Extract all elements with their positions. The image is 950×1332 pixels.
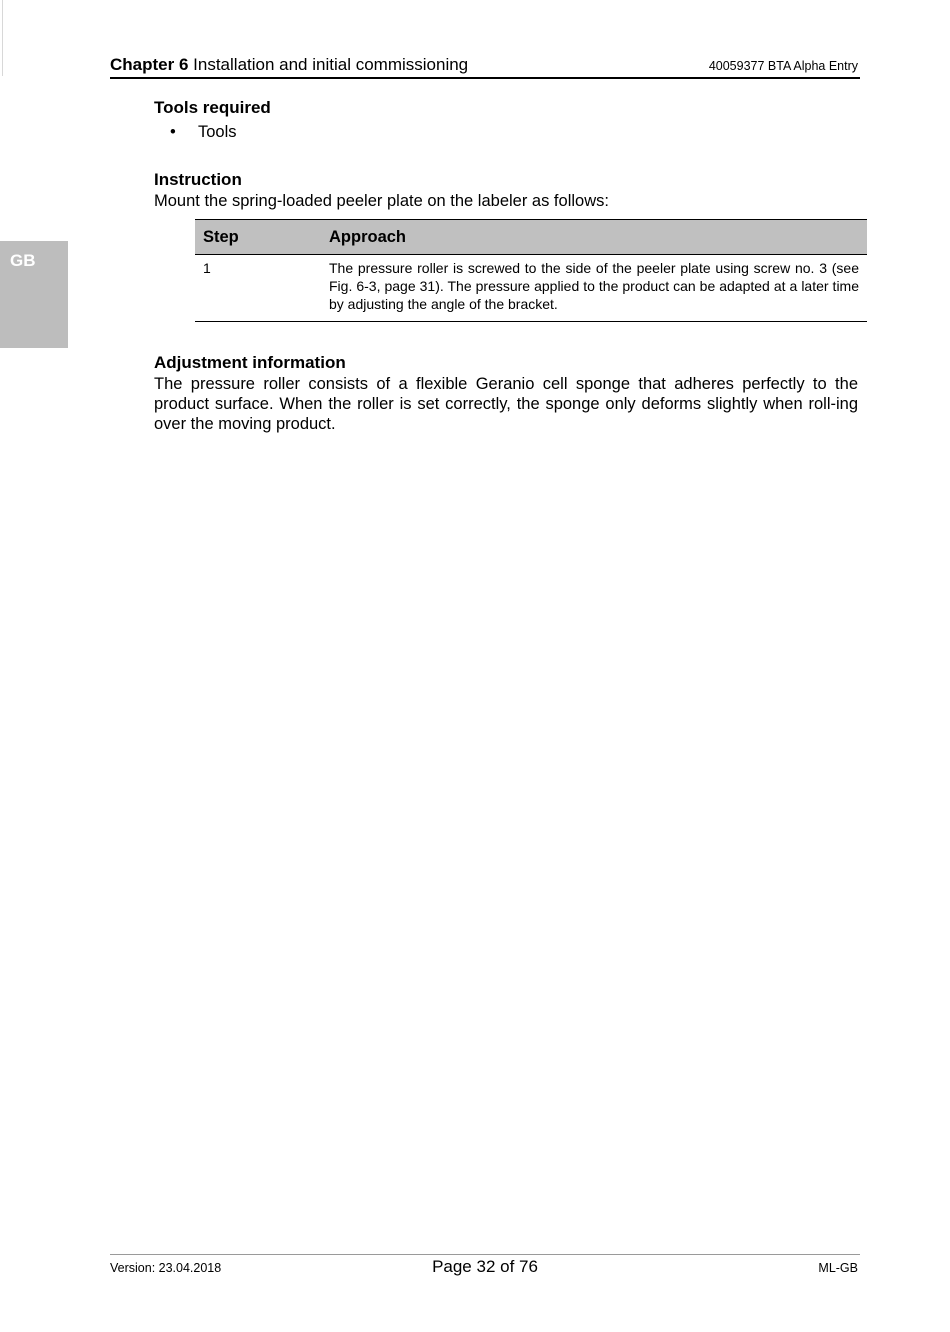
step-approach: The pressure roller is screwed to the side of the peeler plate using screw no. 3 (see Fig. 6-3, page 31). The pressure applied to the product can be adapted at a later time by adjusting the angle of the bracket. [329, 260, 859, 312]
adjustment-text: The pressure roller consists of a flexible Geranio cell sponge that adheres perfectly to the product surface. When the roller is set correctly, the sponge only deforms slightly when roll-ing over the moving product. [154, 375, 858, 433]
page-header [110, 55, 860, 79]
chapter-label: Chapter 6 [110, 55, 189, 74]
language-tab [0, 241, 68, 348]
chapter-heading [110, 55, 468, 75]
page-edge-line [2, 0, 3, 76]
table-header-row [195, 220, 867, 255]
language-tab-label: GB [10, 251, 36, 270]
bullet-icon: • [170, 123, 176, 141]
page-number: Page 32 of 76 [432, 1257, 538, 1276]
chapter-title: Installation and initial commissioning [193, 55, 469, 74]
language-code: ML-GB [818, 1261, 858, 1275]
steps-table [195, 219, 867, 322]
adjustment-heading: Adjustment information [154, 353, 346, 372]
page-footer [110, 1254, 860, 1285]
page-content [154, 97, 858, 434]
column-header-step: Step [195, 220, 321, 255]
tool-name: Tools [198, 123, 237, 141]
instruction-intro: Mount the spring-loaded peeler plate on the labeler as follows: [154, 192, 609, 210]
tools-heading: Tools required [154, 98, 271, 117]
version-label: Version: 23.04.2018 [110, 1261, 222, 1275]
tools-list [154, 121, 858, 143]
column-header-approach: Approach [321, 220, 867, 255]
instruction-heading: Instruction [154, 170, 242, 189]
step-number: 1 [203, 260, 211, 276]
document-id: 40059377 BTA Alpha Entry [708, 59, 858, 73]
table-row [195, 255, 867, 322]
list-item [154, 121, 858, 143]
